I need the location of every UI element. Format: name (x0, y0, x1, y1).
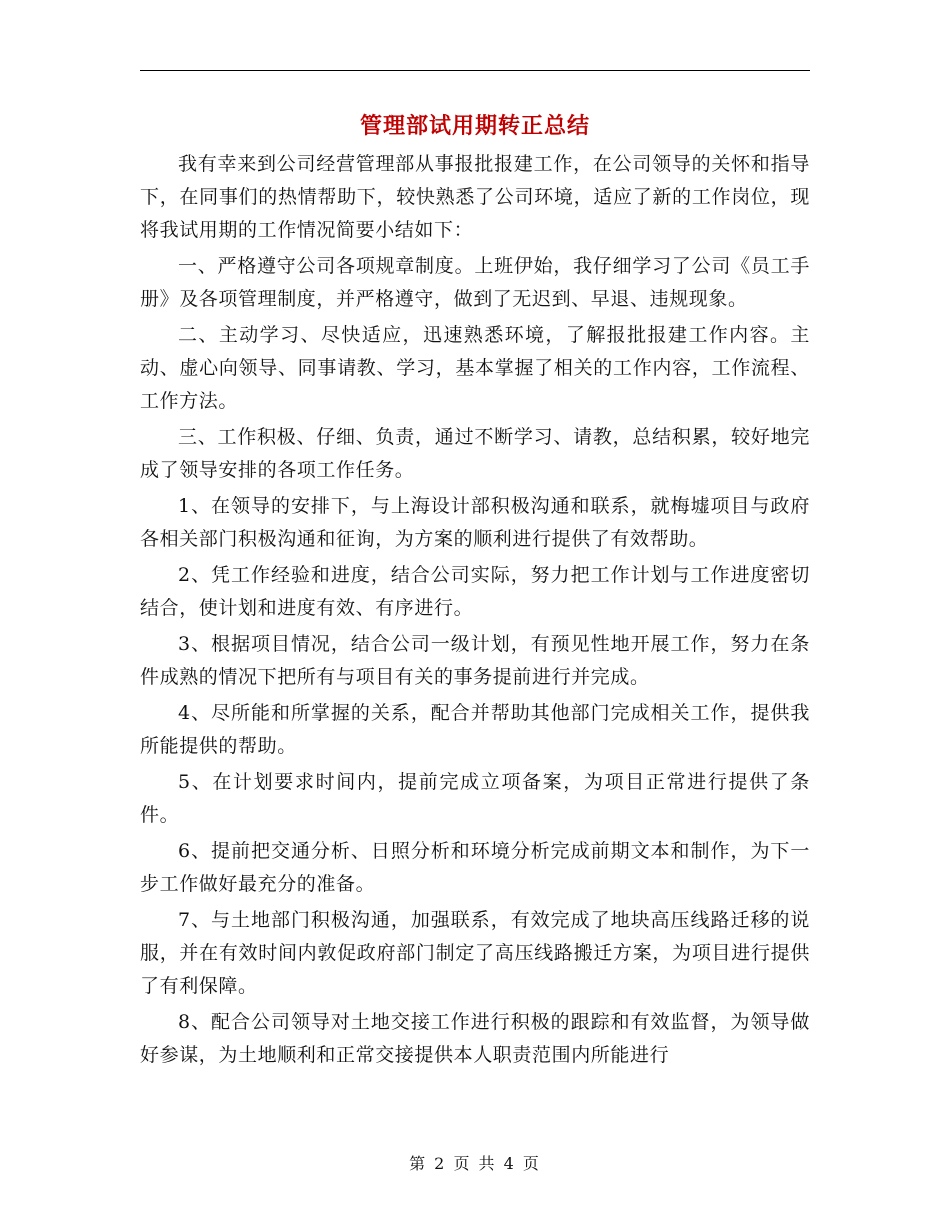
paragraph-item-2: 2、凭工作经验和进度，结合公司实际，努力把工作计划与工作进度密切结合，使计划和进度有效、有序进行。 (140, 564, 810, 619)
document-body (140, 148, 810, 1075)
paragraph-item-1: 1、在领导的安排下，与上海设计部积极沟通和联系，就梅墟项目与政府各相关部门积极沟通和征询，为方案的顺利进行提供了有效帮助。 (140, 495, 810, 550)
header-rule (140, 70, 810, 71)
paragraph-section-2: 二、主动学习、尽快适应，迅速熟悉环境，了解报批报建工作内容。主动、虚心向领导、同事请教、学习，基本掌握了相关的工作内容，工作流程、工作方法。 (140, 324, 810, 412)
document-title: 管理部试用期转正总结 (359, 113, 590, 139)
paragraph-item-6: 6、提前把交通分析、日照分析和环境分析完成前期文本和制作，为下一步工作做好最充分的准备。 (140, 840, 810, 895)
paragraph-item-4: 4、尽所能和所掌握的关系，配合并帮助其他部门完成相关工作，提供我所能提供的帮助。 (140, 702, 810, 757)
page-number-footer: 第 2 页 共 4 页 (409, 1154, 541, 1173)
paragraph-item-8: 8、配合公司领导对土地交接工作进行积极的跟踪和有效监督，为领导做好参谋，为土地顺利和正常交接提供本人职责范围内所能进行 (140, 1011, 810, 1066)
paragraph-item-7: 7、与土地部门积极沟通，加强联系，有效完成了地块高压线路迁移的说服，并在有效时间内敦促政府部门制定了高压线路搬迁方案，为项目进行提供了有利保障。 (140, 909, 810, 997)
paragraph-intro: 我有幸来到公司经营管理部从事报批报建工作，在公司领导的关怀和指导下，在同事们的热情帮助下，较快熟悉了公司环境，适应了新的工作岗位，现将我试用期的工作情况简要小结如下： (140, 153, 810, 241)
paragraph-section-3: 三、工作积极、仔细、负责，通过不断学习、请教，总结积累，较好地完成了领导安排的各项工作任务。 (140, 426, 810, 481)
paragraph-item-5: 5、在计划要求时间内，提前完成立项备案，为项目正常进行提供了条件。 (140, 771, 810, 826)
paragraph-section-1: 一、严格遵守公司各项规章制度。上班伊始，我仔细学习了公司《员工手册》及各项管理制度，并严格遵守，做到了无迟到、早退、违规现象。 (140, 255, 810, 310)
paragraph-item-3: 3、根据项目情况，结合公司一级计划，有预见性地开展工作，努力在条件成熟的情况下把所有与项目有关的事务提前进行并完成。 (140, 633, 810, 688)
